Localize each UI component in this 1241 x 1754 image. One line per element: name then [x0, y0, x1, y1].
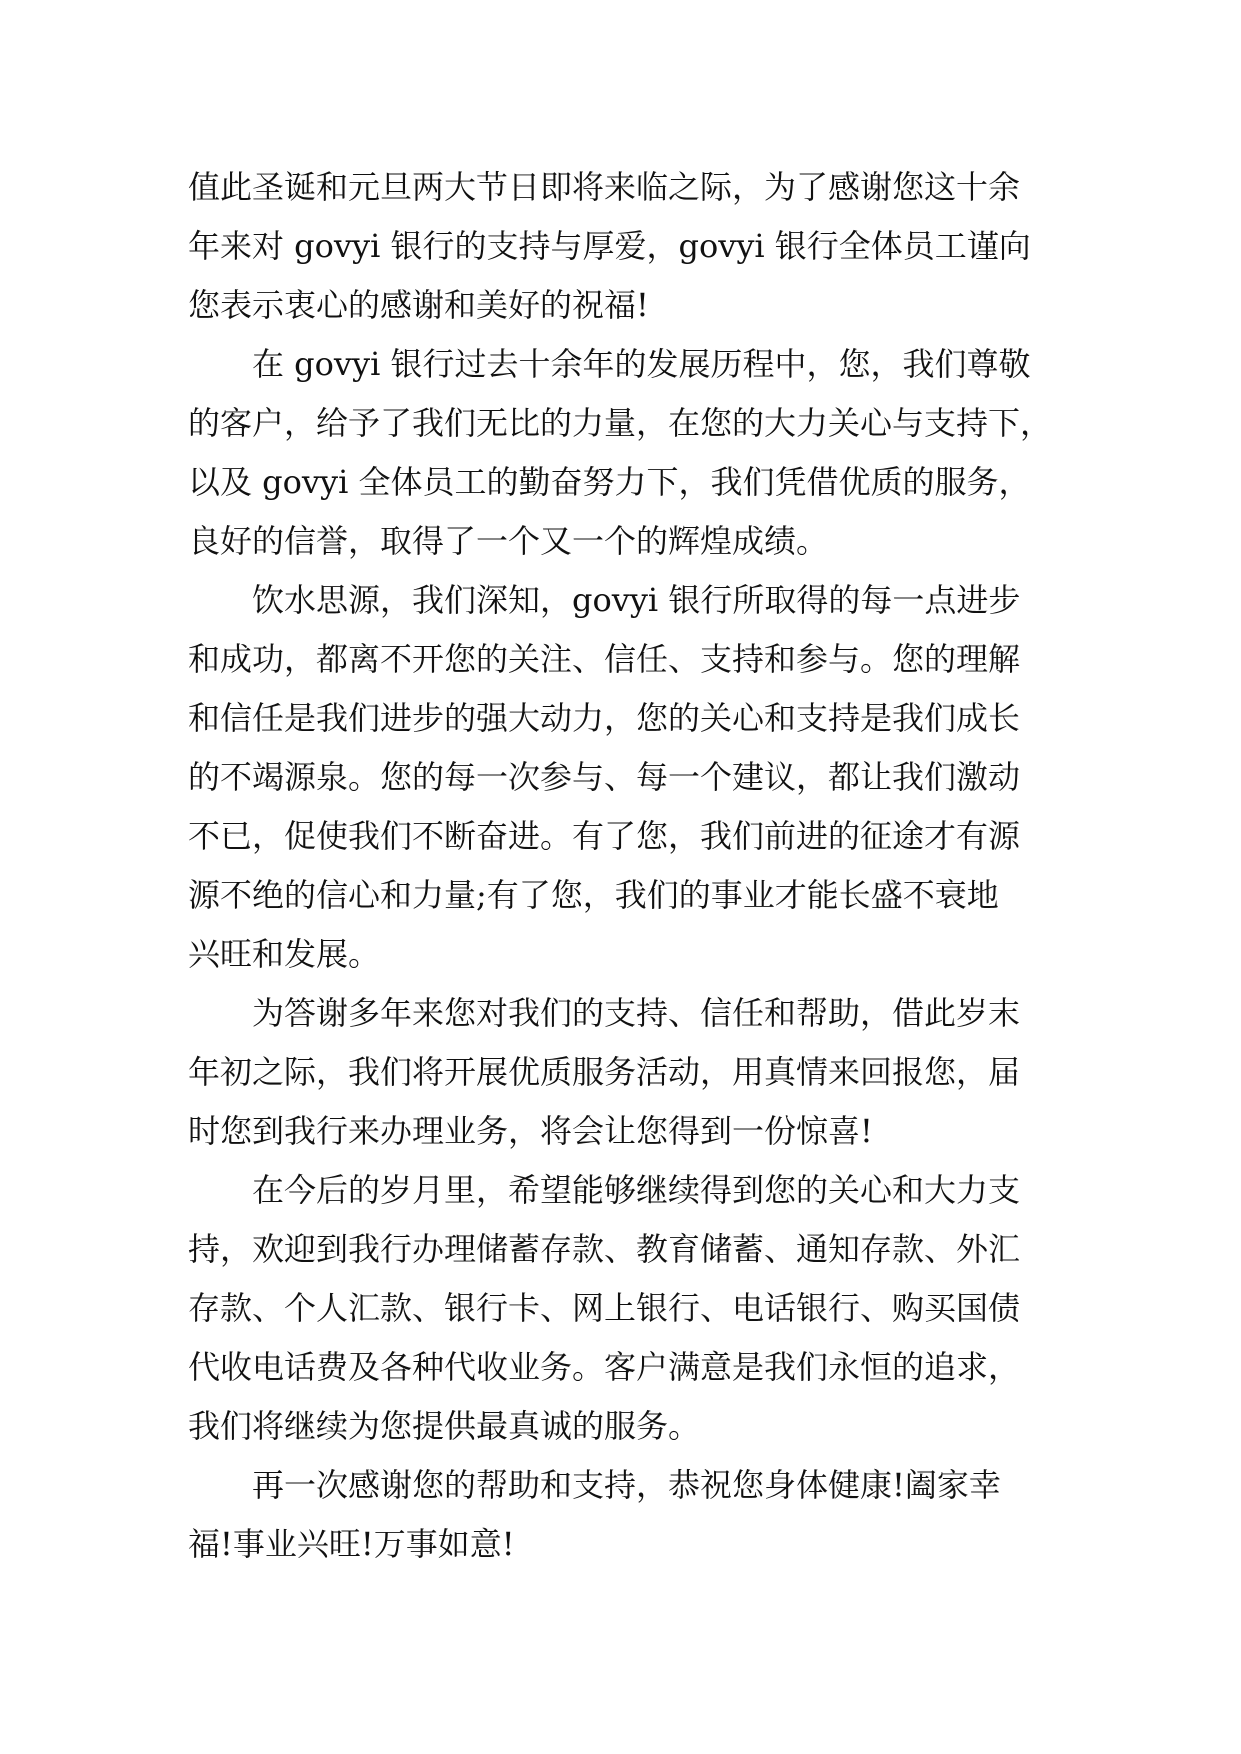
paragraph-line: 源不绝的信心和力量;有了您，我们的事业才能长盛不衰地 — [188, 876, 999, 914]
paragraph-line: 和成功，都离不开您的关注、信任、支持和参与。您的理解 — [188, 640, 1021, 678]
paragraph-gratitude — [188, 571, 1058, 984]
paragraph-line: 我们将继续为您提供最真诚的服务。 — [188, 1407, 701, 1445]
paragraph-line: 在 govyi 银行过去十余年的发展历程中，您，我们尊敬 — [252, 345, 1031, 383]
paragraph-service-campaign — [188, 984, 1058, 1161]
paragraph-line: 为答谢多年来您对我们的支持、信任和帮助，借此岁末 — [252, 994, 1021, 1032]
paragraph-services — [188, 1161, 1058, 1456]
paragraph-line: 良好的信誉，取得了一个又一个的辉煌成绩。 — [188, 522, 829, 560]
paragraph-line: 年来对 govyi 银行的支持与厚爱，govyi 银行全体员工谨向 — [188, 227, 1031, 265]
paragraph-line: 值此圣诞和元旦两大节日即将来临之际，为了感谢您这十余 — [188, 168, 1021, 206]
paragraph-line: 不已，促使我们不断奋进。有了您，我们前进的征途才有源 — [188, 817, 1021, 855]
paragraph-history — [188, 335, 1058, 571]
paragraph-line: 再一次感谢您的帮助和支持，恭祝您身体健康!阖家幸 — [252, 1466, 1001, 1504]
paragraph-line: 的客户，给予了我们无比的力量，在您的大力关心与支持下， — [188, 404, 1053, 442]
paragraph-line: 时您到我行来办理业务，将会让您得到一份惊喜! — [188, 1112, 873, 1150]
paragraph-line: 福!事业兴旺!万事如意! — [188, 1525, 515, 1563]
paragraph-line: 饮水思源，我们深知，govyi 银行所取得的每一点进步 — [252, 581, 1021, 619]
paragraph-closing — [188, 1456, 1058, 1574]
paragraph-line: 您表示衷心的感谢和美好的祝福! — [188, 286, 649, 324]
paragraph-line: 以及 govyi 全体员工的勤奋努力下，我们凭借优质的服务， — [188, 463, 1031, 501]
letter-body — [188, 158, 1058, 1574]
paragraph-line: 的不竭源泉。您的每一次参与、每一个建议，都让我们激动 — [188, 758, 1021, 796]
paragraph-greeting — [188, 158, 1058, 335]
paragraph-line: 存款、个人汇款、银行卡、网上银行、电话银行、购买国债 — [188, 1289, 1021, 1327]
paragraph-line: 兴旺和发展。 — [188, 935, 381, 973]
paragraph-line: 在今后的岁月里，希望能够继续得到您的关心和大力支 — [252, 1171, 1021, 1209]
paragraph-line: 和信任是我们进步的强大动力，您的关心和支持是我们成长 — [188, 699, 1021, 737]
paragraph-line: 持，欢迎到我行办理储蓄存款、教育储蓄、通知存款、外汇 — [188, 1230, 1021, 1268]
paragraph-line: 代收电话费及各种代收业务。客户满意是我们永恒的追求， — [188, 1348, 1021, 1386]
paragraph-line: 年初之际，我们将开展优质服务活动，用真情来回报您，届 — [188, 1053, 1021, 1091]
